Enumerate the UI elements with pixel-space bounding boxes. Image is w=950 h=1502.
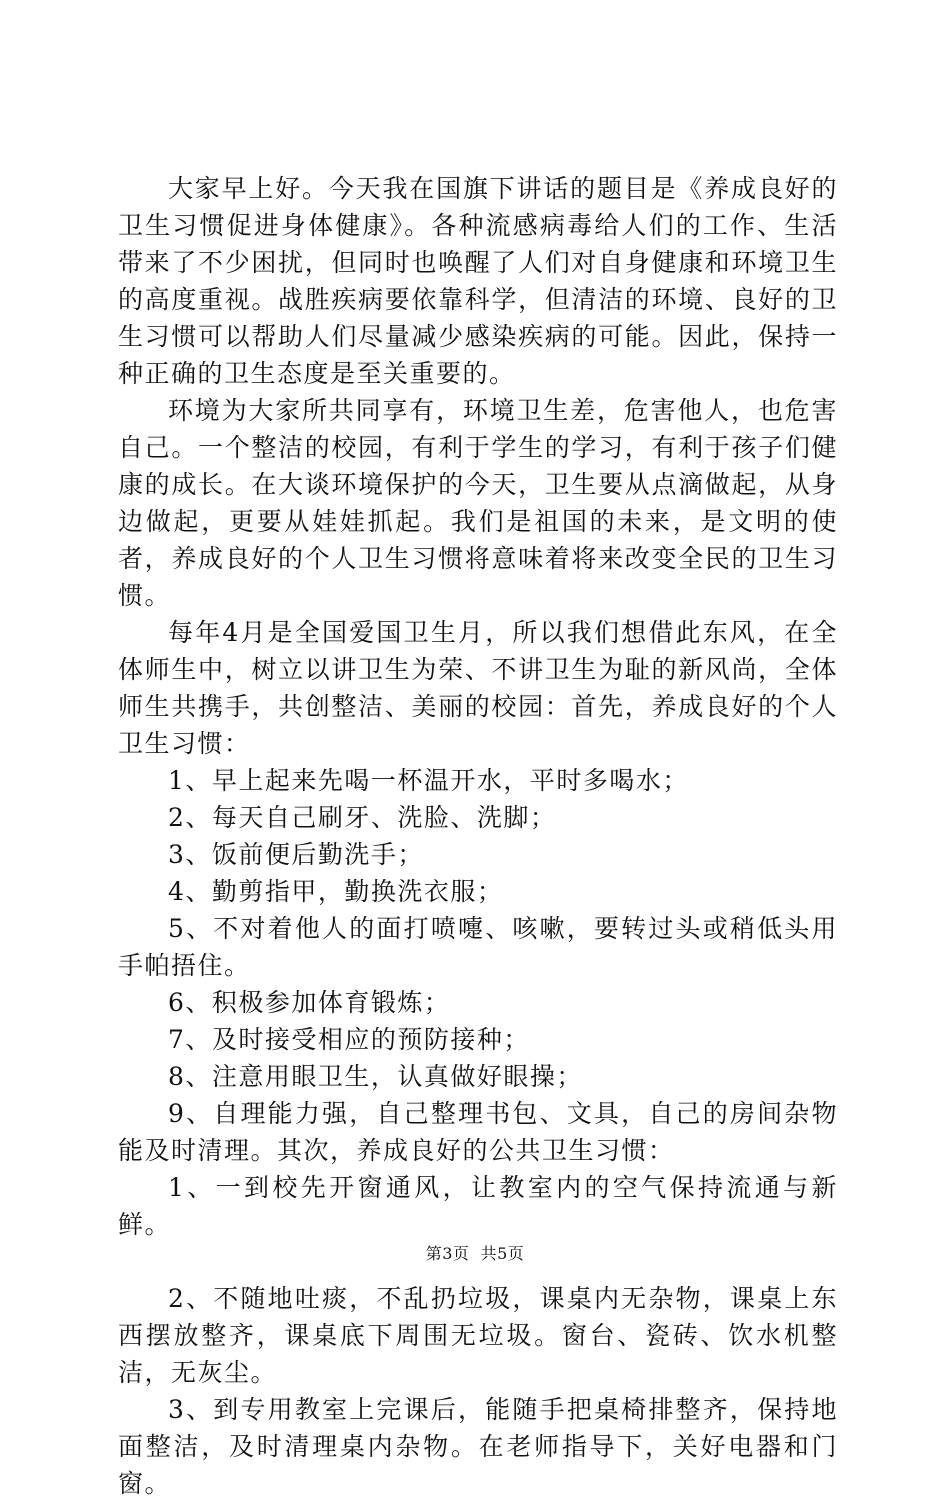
paragraph-environment: 环境为大家所共同享有，环境卫生差，危害他人，也危害自己。一个整洁的校园，有利于学生的学习，有利于孩子们健康的成长。在大谈环境保护的今天，卫生要从点滴做起，从身边做起，更要从娃娃抓起。我们是祖国的未来，是文明的使者，养成良好的个人卫生习惯将意味着将来改变全民的卫生习惯。 [118,396,838,610]
paragraph-health-month: 每年4月是全国爱国卫生月，所以我们想借此东风，在全体师生中，树立以讲卫生为荣、不讲卫生为耻的新风尚，全体师生共携手，共创整洁、美丽的校园：首先，养成良好的个人卫生习惯： [118,618,838,758]
list-item-personal-2: 2、每天自己刷牙、洗脸、洗脚； [168,803,557,832]
page-total: 共5页 [480,1244,525,1263]
list-item-personal-3: 3、饭前便后勤洗手； [168,840,424,869]
list-item-personal-8: 8、注意用眼卫生，认真做好眼操； [168,1062,583,1091]
list-item-public-1: 1、一到校先开窗通风，让教室内的空气保持流通与新鲜。 [118,1173,838,1239]
list-item-personal-1: 1、早上起来先喝一杯温开水，平时多喝水； [168,766,689,795]
paragraph-intro: 大家早上好。今天我在国旗下讲话的题目是《养成良好的卫生习惯促进身体健康》。各种流感病毒给人们的工作、生活带来了不少困扰，但同时也唤醒了人们对自身健康和环境卫生的高度重视。战胜疾病要依靠科学，但清洁的环境、良好的卫生习惯可以帮助人们尽量减少感染疾病的可能。因此，保持一种正确的卫生态度是至关重要的。 [118,174,838,388]
list-item-personal-6: 6、积极参加体育锻炼； [168,988,451,1017]
list-item-public-2: 2、不随地吐痰，不乱扔垃圾，课桌内无杂物，课桌上东西摆放整齐，课桌底下周围无垃圾。窗台、瓷砖、饮水机整洁，无灰尘。 [118,1284,838,1387]
list-item-public-3: 3、到专用教室上完课后，能随手把桌椅排整齐，保持地面整洁，及时清理桌内杂物。在老师指导下，关好电器和门窗。 [118,1395,838,1498]
footer-separator [469,1244,480,1263]
document-body [118,170,838,1502]
list-item-personal-9: 9、自理能力强，自己整理书包、文具，自己的房间杂物能及时清理。其次，养成良好的公共卫生习惯： [118,1099,838,1165]
page-number: 第3页 [425,1244,470,1263]
list-item-personal-4: 4、勤剪指甲，勤换洗衣服； [168,877,504,906]
page-footer [0,1243,950,1265]
list-item-personal-7: 7、及时接受相应的预防接种； [168,1025,530,1054]
list-item-personal-5: 5、不对着他人的面打喷嚏、咳嗽，要转过头或稍低头用手帕捂住。 [118,914,838,980]
